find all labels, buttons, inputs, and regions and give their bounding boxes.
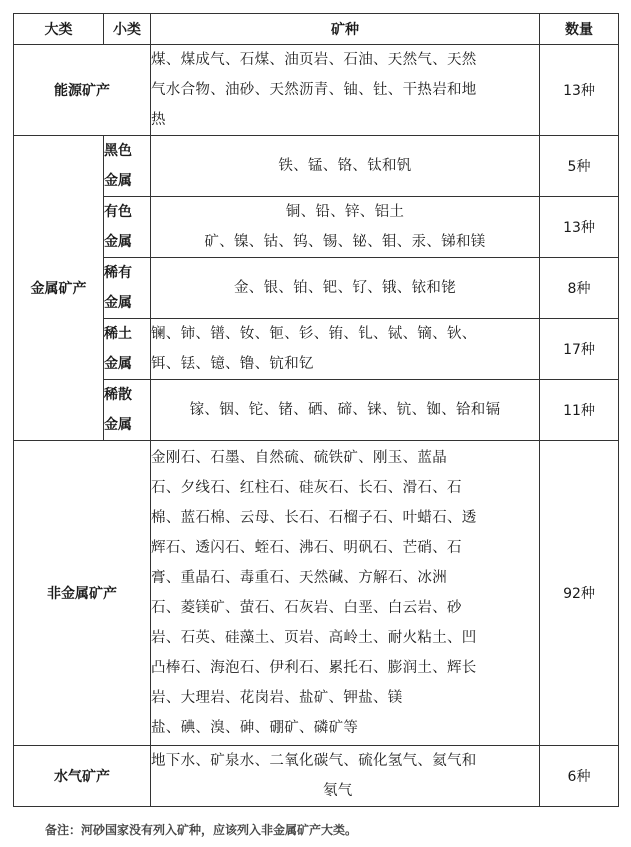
subcategory-rare bbox=[104, 258, 151, 319]
count-water-gas: 6种 bbox=[540, 746, 619, 807]
minerals-rare bbox=[151, 258, 540, 319]
subcategory-rare-earth bbox=[104, 319, 151, 380]
subcategory-nonferrous bbox=[104, 197, 151, 258]
minerals-nonferrous bbox=[151, 197, 540, 258]
subcategory-line: 金属 bbox=[104, 173, 132, 189]
subcategory-line: 金属 bbox=[104, 417, 132, 433]
footnote: 备注：河砂国家没有列入矿种，应该列入非金属矿产大类。 bbox=[45, 823, 358, 837]
minerals-scattered bbox=[151, 380, 540, 441]
mineral-line: 棉、蓝石棉、云母、长石、石榴子石、叶蜡石、透 bbox=[151, 510, 477, 526]
minerals-energy bbox=[151, 45, 540, 136]
mineral-line: 石、菱镁矿、萤石、石灰岩、白垩、白云岩、砂 bbox=[151, 600, 462, 616]
category-nonmetal: 非金属矿产 bbox=[14, 441, 151, 746]
minerals-nonmetal bbox=[151, 441, 540, 746]
subcategory-line: 稀散 bbox=[104, 387, 132, 403]
table-row-water-gas bbox=[14, 746, 619, 807]
mineral-line: 金刚石、石墨、自然硫、硫铁矿、刚玉、蓝晶 bbox=[151, 450, 447, 466]
count-rare: 8种 bbox=[540, 258, 619, 319]
category-energy: 能源矿产 bbox=[14, 45, 151, 136]
table-row-rare-earth bbox=[14, 319, 619, 380]
subcategory-line: 黑色 bbox=[104, 143, 132, 159]
subcategory-line: 稀有 bbox=[104, 265, 132, 281]
mineral-line: 石、夕线石、红柱石、硅灰石、长石、滑石、石 bbox=[151, 480, 462, 496]
minerals-ferrous bbox=[151, 136, 540, 197]
category-metal: 金属矿产 bbox=[14, 136, 104, 441]
header-category: 大类 bbox=[14, 14, 104, 45]
mineral-line: 镓、铟、铊、锗、硒、碲、铼、钪、铷、铪和镉 bbox=[189, 402, 501, 418]
count-rare-earth: 17种 bbox=[540, 319, 619, 380]
mineral-line: 金、银、铂、钯、钌、锇、铱和铑 bbox=[234, 280, 456, 296]
header-row bbox=[14, 14, 619, 45]
mineral-line: 地下水、矿泉水、二氧化碳气、硫化氢气、氦气和 bbox=[151, 753, 477, 769]
mineral-line: 凸棒石、海泡石、伊利石、累托石、膨润土、辉长 bbox=[151, 660, 477, 676]
subcategory-line: 金属 bbox=[104, 295, 132, 311]
mineral-classification-table bbox=[13, 13, 619, 807]
count-energy: 13种 bbox=[540, 45, 619, 136]
mineral-line: 铒、铥、镱、镥、钪和钇 bbox=[151, 356, 314, 372]
count-ferrous: 5种 bbox=[540, 136, 619, 197]
header-subcategory: 小类 bbox=[104, 14, 151, 45]
mineral-line: 气水合物、油砂、天然沥青、铀、钍、干热岩和地 bbox=[151, 82, 477, 98]
subcategory-line: 有色 bbox=[104, 204, 132, 220]
table-row-nonferrous bbox=[14, 197, 619, 258]
subcategory-line: 金属 bbox=[104, 356, 132, 372]
mineral-line: 铜、铅、锌、铝土 bbox=[285, 204, 405, 220]
header-minerals: 矿种 bbox=[151, 14, 540, 45]
mineral-line: 热 bbox=[151, 112, 166, 128]
mineral-line: 岩、石英、硅藻土、页岩、高岭土、耐火粘土、凹 bbox=[151, 630, 477, 646]
table-row-scattered bbox=[14, 380, 619, 441]
subcategory-line: 金属 bbox=[104, 234, 132, 250]
count-nonferrous: 13种 bbox=[540, 197, 619, 258]
table-row-energy bbox=[14, 45, 619, 136]
count-nonmetal: 92种 bbox=[540, 441, 619, 746]
mineral-line: 膏、重晶石、毒重石、天然碱、方解石、冰洲 bbox=[151, 570, 447, 586]
mineral-line: 矿、镍、钴、钨、锡、铋、钼、汞、锑和镁 bbox=[204, 234, 486, 250]
mineral-line: 铁、锰、铬、钛和钒 bbox=[278, 158, 412, 174]
mineral-line: 煤、煤成气、石煤、油页岩、石油、天然气、天然 bbox=[151, 52, 477, 68]
mineral-line: 岩、大理岩、花岗岩、盐矿、钾盐、镁 bbox=[151, 690, 403, 706]
subcategory-ferrous bbox=[104, 136, 151, 197]
count-scattered: 11种 bbox=[540, 380, 619, 441]
mineral-line: 盐、碘、溴、砷、硼矿、磷矿等 bbox=[151, 720, 359, 736]
table-row-ferrous bbox=[14, 136, 619, 197]
category-water-gas: 水气矿产 bbox=[14, 746, 151, 807]
header-count: 数量 bbox=[540, 14, 619, 45]
mineral-line: 辉石、透闪石、蛭石、沸石、明矾石、芒硝、石 bbox=[151, 540, 462, 556]
minerals-water-gas bbox=[151, 746, 540, 807]
mineral-line: 氡气 bbox=[323, 783, 353, 799]
minerals-rare-earth bbox=[151, 319, 540, 380]
subcategory-line: 稀土 bbox=[104, 326, 132, 342]
mineral-line: 镧、铈、镨、钕、钷、钐、铕、钆、铽、镝、钬、 bbox=[151, 326, 477, 342]
table-row-rare bbox=[14, 258, 619, 319]
table-row-nonmetal bbox=[14, 441, 619, 746]
subcategory-scattered bbox=[104, 380, 151, 441]
